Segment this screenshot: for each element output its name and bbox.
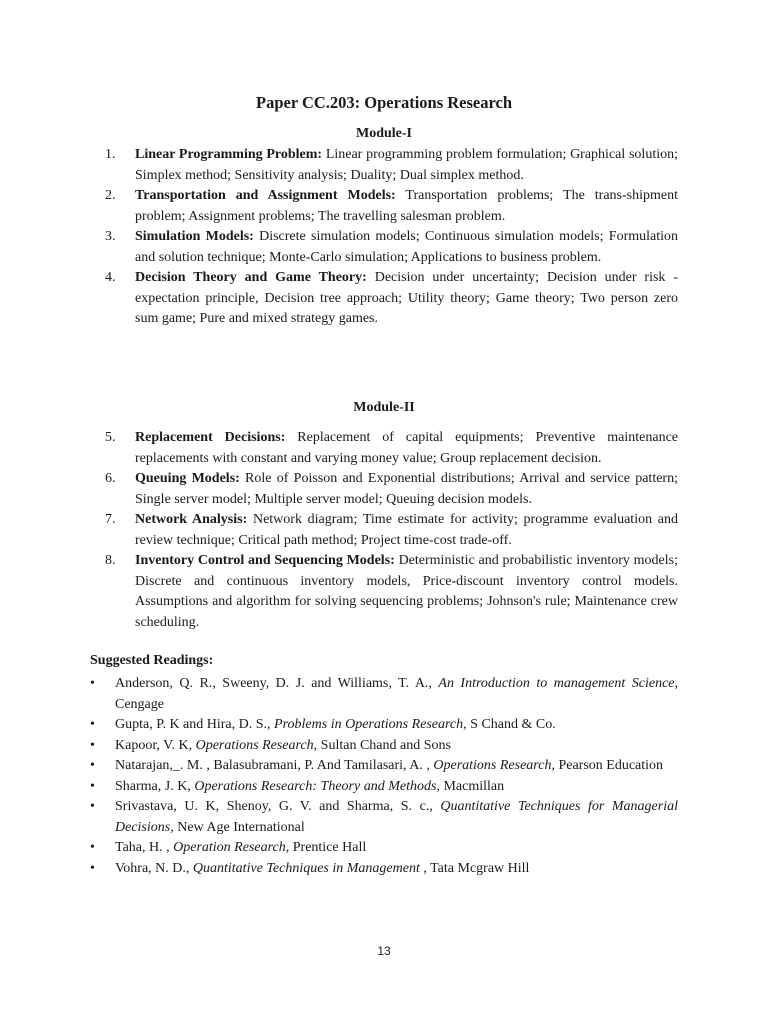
module-1-topics <box>105 145 678 330</box>
topic-description: Transportation problems; The trans-shipment problem; Assignment problems; The travelling salesman problem. <box>135 188 678 224</box>
topic-item <box>105 227 678 268</box>
reading-book-title: Operation Research, <box>173 840 290 855</box>
topic-item <box>105 186 678 227</box>
topic-description: Replacement of capital equipments; Preventive maintenance replacements with constant and varying money value; Group replacement decision. <box>135 430 678 466</box>
topic-number: 8. <box>105 553 116 568</box>
reading-author: Srivastava, U. K, Shenoy, G. V. and Sharma, S. c., <box>115 799 441 814</box>
reading-text <box>115 859 678 880</box>
topic-number: 4. <box>105 270 116 285</box>
reading-text <box>115 736 678 757</box>
topic-name: Simulation Models: <box>135 229 254 244</box>
topic-number: 6. <box>105 471 116 486</box>
topic-name: Network Analysis: <box>135 512 248 527</box>
topic-item <box>105 469 678 510</box>
bullet-icon: • <box>90 676 95 691</box>
module-2-topics <box>105 428 678 633</box>
reading-publisher: Pearson Education <box>554 758 664 773</box>
bullet-icon: • <box>90 840 95 855</box>
topic-text <box>135 145 678 186</box>
topic-text <box>135 469 678 510</box>
reading-item <box>88 674 678 715</box>
bullet-icon: • <box>90 737 95 753</box>
topic-text <box>135 227 678 268</box>
topic-description: Discrete simulation models; Continuous simulation models; Formulation and solution technique; Monte-Carlo simulation; Applications to business problem. <box>135 229 678 265</box>
topic-description: Decision under uncertainty; Decision under risk - expectation principle, Decision tree approach; Utility theory; Game theory; Two person zero sum game; Pure and mixed strategy games. <box>135 270 679 326</box>
reading-text <box>115 797 678 838</box>
topic-description: Network diagram; Time estimate for activity; programme evaluation and review technique; Critical path method; Project time-cost trade-off. <box>135 512 679 548</box>
suggested-readings-list <box>88 674 678 879</box>
reading-text <box>115 777 678 798</box>
reading-author: Taha, H. , <box>115 840 174 855</box>
topic-item <box>105 145 678 186</box>
topic-name: Decision Theory and Game Theory: <box>135 270 367 285</box>
module-1-heading: Module-I <box>356 126 412 141</box>
reading-text <box>115 715 678 736</box>
reading-author: Gupta, P. K and Hira, D. S., <box>115 717 275 732</box>
reading-text <box>115 756 678 777</box>
topic-number: 3. <box>105 229 116 244</box>
module-2-heading: Module-II <box>353 400 415 415</box>
topic-number: 2. <box>105 188 116 203</box>
reading-author: Natarajan,_. M. , Balasubramani, P. And Tamilasari, A. , <box>115 758 434 773</box>
topic-number: 5. <box>105 430 116 445</box>
bullet-icon: • <box>90 758 95 773</box>
reading-publisher: New Age International <box>173 819 305 835</box>
reading-publisher: Macmillan <box>439 778 505 794</box>
reading-author: Kapoor, V. K, <box>115 737 196 753</box>
bullet-icon: • <box>90 799 95 814</box>
reading-item <box>88 777 678 798</box>
reading-author: Anderson, Q. R., Sweeny, D. J. and Williams, T. A., <box>115 676 439 691</box>
reading-text <box>115 838 678 859</box>
reading-book-title: An Introduction to management Science, <box>438 676 678 691</box>
bullet-icon: • <box>90 717 95 732</box>
reading-book-title: Operations Research, <box>195 737 318 753</box>
topic-item <box>105 428 678 469</box>
topic-name: Transportation and Assignment Models: <box>135 188 396 203</box>
topic-name: Linear Programming Problem: <box>135 147 323 162</box>
suggested-readings-heading: Suggested Readings: <box>90 653 214 668</box>
reading-book-title: Operations Research: Theory and Methods, <box>194 778 440 794</box>
bullet-icon: • <box>90 778 95 794</box>
topic-description: Deterministic and probabilistic inventory models; Discrete and continuous inventory models, Price-discount inventory control models. Assumptions and algorithm for solving sequencing problems; Johnson's rule; Maintenance crew scheduling. <box>135 553 678 630</box>
reading-book-title: Quantitative Techniques for Managerial Decisions, <box>115 799 678 835</box>
page-title: Paper CC.203: Operations Research <box>255 93 513 112</box>
topic-name: Inventory Control and Sequencing Models: <box>135 553 395 568</box>
bullet-icon: • <box>90 860 95 876</box>
reading-publisher: , Tata Mcgraw Hill <box>419 860 530 876</box>
reading-author: Vohra, N. D., <box>115 860 193 876</box>
topic-text <box>135 428 678 469</box>
reading-item <box>88 859 678 880</box>
topic-text <box>135 186 678 227</box>
topic-item <box>105 268 678 330</box>
reading-text <box>115 674 678 715</box>
topic-number: 1. <box>105 147 116 162</box>
reading-item <box>88 838 678 859</box>
reading-publisher: S Chand & Co. <box>466 717 556 732</box>
topic-text <box>135 510 678 551</box>
topic-name: Queuing Models: <box>135 471 240 486</box>
reading-item <box>88 715 678 736</box>
topic-item <box>105 510 678 551</box>
reading-publisher: Sultan Chand and Sons <box>317 737 451 753</box>
topic-description: Role of Poisson and Exponential distributions; Arrival and service pattern; Single server model; Multiple server model; Queuing decision models. <box>135 471 678 507</box>
topic-name: Replacement Decisions: <box>135 430 286 445</box>
topic-text <box>135 551 678 633</box>
reading-author: Sharma, J. K, <box>115 778 195 794</box>
reading-book-title: Operations Research, <box>433 758 555 773</box>
reading-book-title: Problems in Operations Research, <box>274 717 467 732</box>
reading-publisher: Cengage <box>115 696 164 712</box>
topic-description: Linear programming problem formulation; Graphical solution; Simplex method; Sensitivity analysis; Duality; Dual simplex method. <box>135 147 678 183</box>
topic-number: 7. <box>105 512 116 527</box>
topic-item <box>105 551 678 633</box>
reading-item <box>88 756 678 777</box>
reading-item <box>88 797 678 838</box>
reading-publisher: Prentice Hall <box>289 840 367 855</box>
page-number: 13 <box>377 944 391 958</box>
topic-text <box>135 268 678 330</box>
reading-book-title: Quantitative Techniques in Management <box>192 860 420 876</box>
reading-item <box>88 736 678 757</box>
